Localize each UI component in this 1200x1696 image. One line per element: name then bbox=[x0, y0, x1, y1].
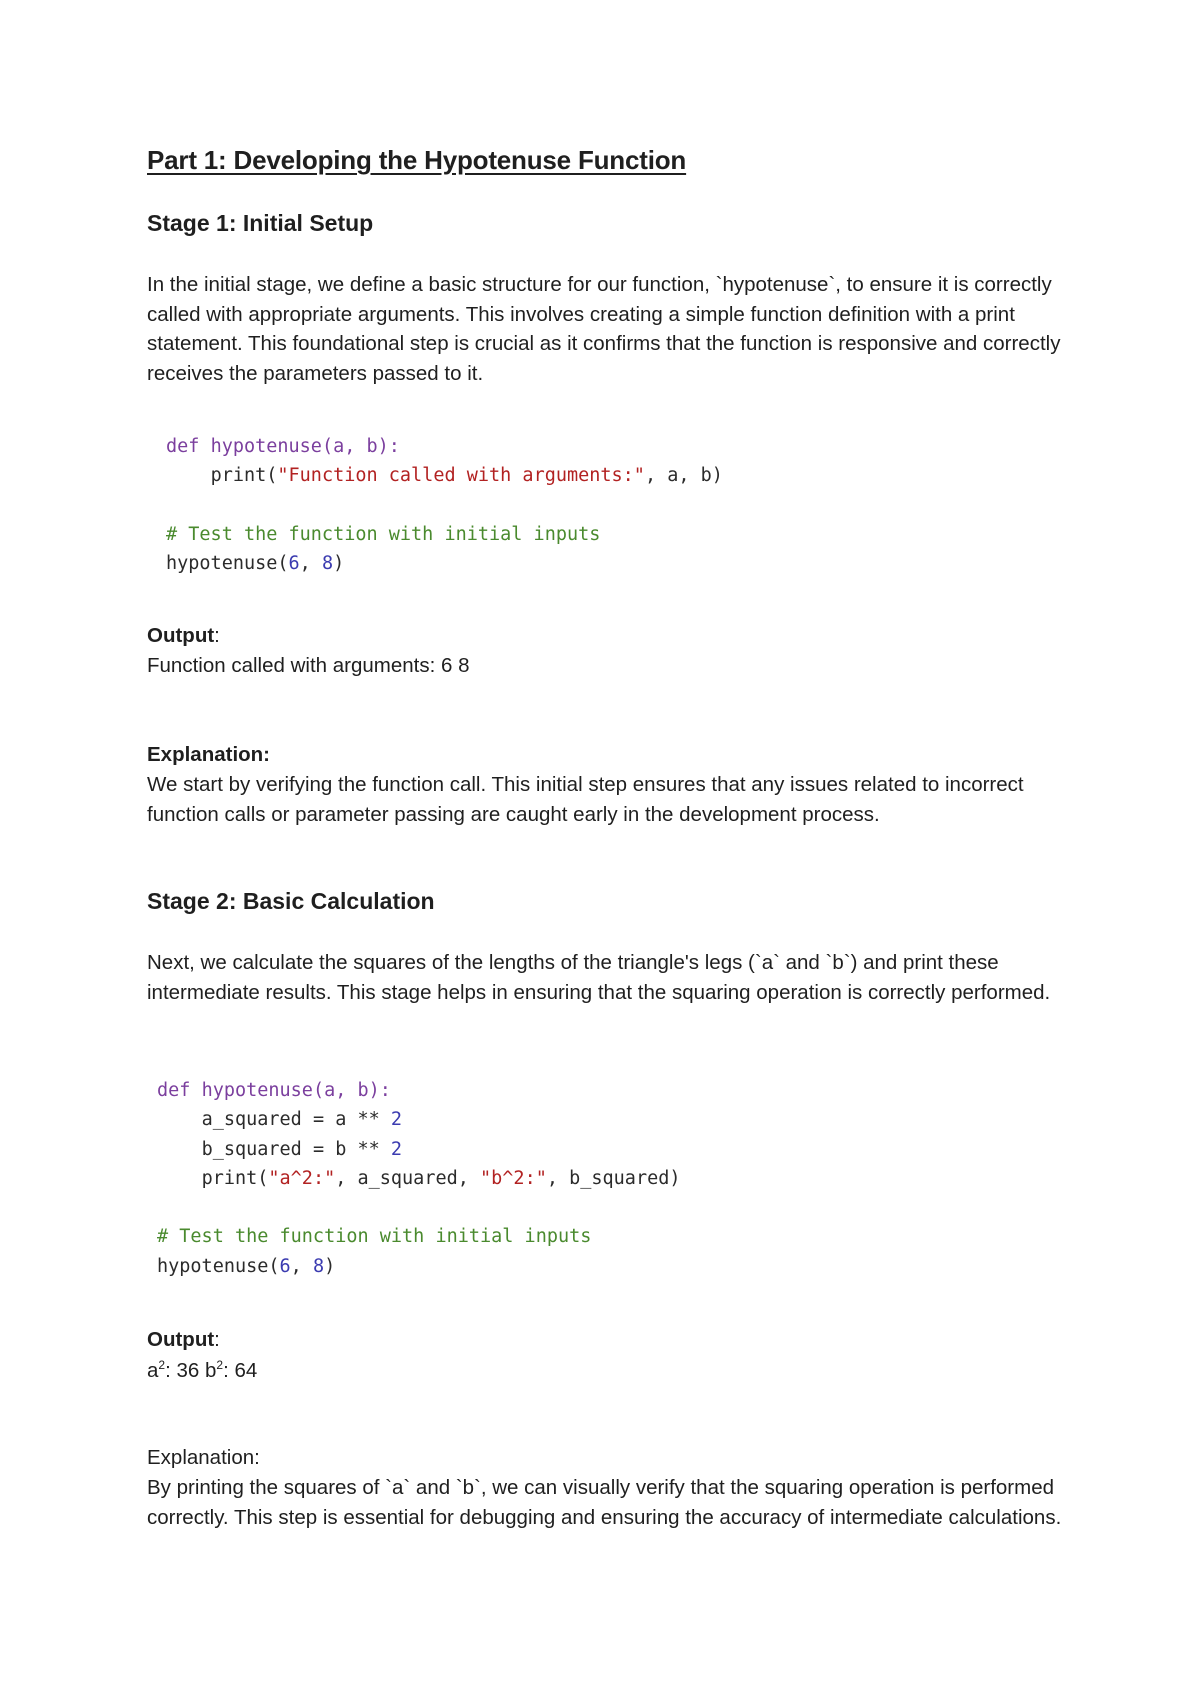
code-line bbox=[166, 491, 723, 520]
stage1-output-label: Output: bbox=[147, 624, 220, 647]
code-line: hypotenuse(6, 8) bbox=[166, 553, 345, 575]
code-line: a_squared = a ** 2 bbox=[201, 1109, 403, 1131]
stage2-intro: Next, we calculate the squares of the lengths of the triangle's legs (`a` and `b`) and print these intermediate results. This stage helps in ensuring that the squaring operation is correctly performed. bbox=[147, 951, 1051, 1004]
code-line: hypotenuse(6, 8) bbox=[157, 1255, 336, 1277]
stage2-explanation-label: Explanation: bbox=[147, 1446, 260, 1469]
code-line: print("a^2:", a_squared, "b^2:", b_squared) bbox=[201, 1167, 681, 1189]
stage1-explanation-label: Explanation: bbox=[147, 743, 271, 766]
stage2-output-label: Output: bbox=[147, 1328, 220, 1351]
code-line: def hypotenuse(a, b): bbox=[157, 1080, 391, 1101]
stage2-output-text: $a^2$: 36 $b^2$: 64 bbox=[147, 1358, 258, 1382]
stage1-explanation: We start by verifying the function call. This initial step ensures that any issues related to incorrect function calls or parameter passing are caught early in the development process. bbox=[147, 773, 1024, 826]
stage1-output-text: Function called with arguments: 6 8 bbox=[147, 654, 470, 677]
code-line bbox=[157, 1193, 681, 1222]
code-line: # Test the function with initial inputs bbox=[166, 523, 601, 545]
stage1-heading: Stage 1: Initial Setup bbox=[147, 210, 374, 236]
part-title: Part 1: Developing the Hypotenuse Function bbox=[147, 145, 687, 175]
stage2-heading: Stage 2: Basic Calculation bbox=[147, 888, 435, 914]
stage2-code-block bbox=[157, 1076, 681, 1281]
stage1-intro: In the initial stage, we define a basic structure for our function, `hypotenuse`, to ensure it is correctly called with appropriate arguments. This involves creating a simple function definition with a print statement. This foundational step is crucial as it confirms that the function is responsive and correctly receives the parameters passed to it. bbox=[147, 273, 1061, 385]
stage1-code-block bbox=[166, 432, 723, 578]
stage2-explanation: By printing the squares of `a` and `b`, we can visually verify that the squaring operation is performed correctly. This step is essential for debugging and ensuring the accuracy of intermediate calculations. bbox=[147, 1476, 1062, 1529]
code-line: b_squared = b ** 2 bbox=[201, 1138, 403, 1160]
code-line: print("Function called with arguments:", a, b) bbox=[210, 465, 723, 487]
code-line: # Test the function with initial inputs bbox=[157, 1226, 592, 1248]
code-line: def hypotenuse(a, b): bbox=[166, 436, 400, 457]
